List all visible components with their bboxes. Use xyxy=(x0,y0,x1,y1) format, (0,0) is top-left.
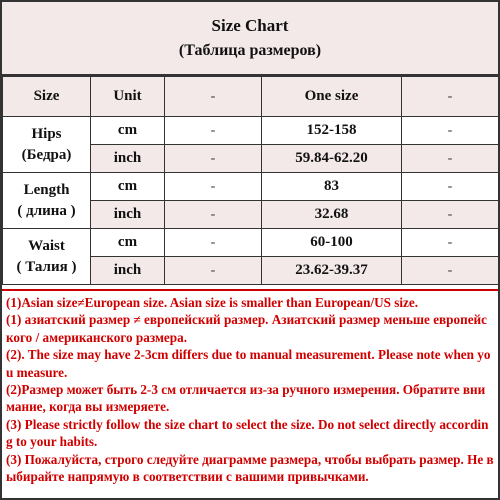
note-measurement-ru: (2)Размер может быть 2-3 см отличается из-за ручного измерения. Обратите внимание, когда вы измеряете. xyxy=(6,382,486,415)
value-cell: 83 xyxy=(262,173,402,201)
chart-title-russian: (Таблица размеров) xyxy=(178,42,322,59)
unit-cell: cm xyxy=(91,229,165,257)
header-size: Size xyxy=(3,77,91,117)
note-asian-size-en: (1)Asian size≠European size. Asian size is smaller than European/US size. xyxy=(6,295,419,310)
value-cell: 32.68 xyxy=(262,201,402,229)
unit-cell: inch xyxy=(91,201,165,229)
dash-cell: - xyxy=(402,117,499,145)
note-measurement-en: (2). The size may have 2-3cm differs due to manual measurement. Please note when you measure. xyxy=(6,347,491,380)
row-label-length xyxy=(3,173,91,229)
row-label-english: Length xyxy=(23,181,70,198)
size-table xyxy=(2,76,499,285)
dash-cell: - xyxy=(402,173,499,201)
value-cell: 59.84-62.20 xyxy=(262,145,402,173)
row-label-russian: (Бедра) xyxy=(21,146,72,163)
header-dash: - xyxy=(402,77,499,117)
row-label-russian: ( Талия ) xyxy=(16,258,77,275)
table-row xyxy=(3,173,499,201)
dash-cell: - xyxy=(402,145,499,173)
dash-cell: - xyxy=(402,201,499,229)
chart-title: Size Chart xyxy=(211,16,289,35)
table-row xyxy=(3,117,499,145)
note-follow-chart-ru: (3) Пожалуйста, строго следуйте диаграмме размера, чтобы выбрать размер. Не выбирайте напрямую в соответствии с вашими привычками. xyxy=(6,451,494,485)
value-cell: 23.62-39.37 xyxy=(262,257,402,285)
unit-cell: cm xyxy=(91,117,165,145)
note-follow-chart-en: (3) Please strictly follow the size chart to select the size. Do not select directly according to your habits. xyxy=(6,416,489,450)
header-dash: - xyxy=(165,77,262,117)
dash-cell: - xyxy=(165,173,262,201)
unit-cell: inch xyxy=(91,145,165,173)
value-cell: 152-158 xyxy=(262,117,402,145)
unit-cell: cm xyxy=(91,173,165,201)
note-asian-size-ru: (1) азиатский размер ≠ европейский размер. Азиатский размер меньше европейского / американского размера. xyxy=(6,312,488,345)
row-label-waist xyxy=(3,229,91,285)
row-label-english: Hips xyxy=(31,125,62,142)
header-unit: Unit xyxy=(91,77,165,117)
unit-cell: inch xyxy=(91,257,165,285)
dash-cell: - xyxy=(402,229,499,257)
row-label-russian: ( длина ) xyxy=(17,202,76,219)
dash-cell: - xyxy=(165,201,262,229)
dash-cell: - xyxy=(165,145,262,173)
title-block xyxy=(2,2,498,76)
dash-cell: - xyxy=(165,257,262,285)
dash-cell: - xyxy=(165,229,262,257)
header-one-size: One size xyxy=(262,77,402,117)
table-row xyxy=(3,229,499,257)
size-notes xyxy=(2,289,498,498)
dash-cell: - xyxy=(165,117,262,145)
value-cell: 60-100 xyxy=(262,229,402,257)
row-label-hips xyxy=(3,117,91,173)
dash-cell: - xyxy=(402,257,499,285)
table-header-row xyxy=(3,77,499,117)
row-label-english: Waist xyxy=(28,237,65,254)
